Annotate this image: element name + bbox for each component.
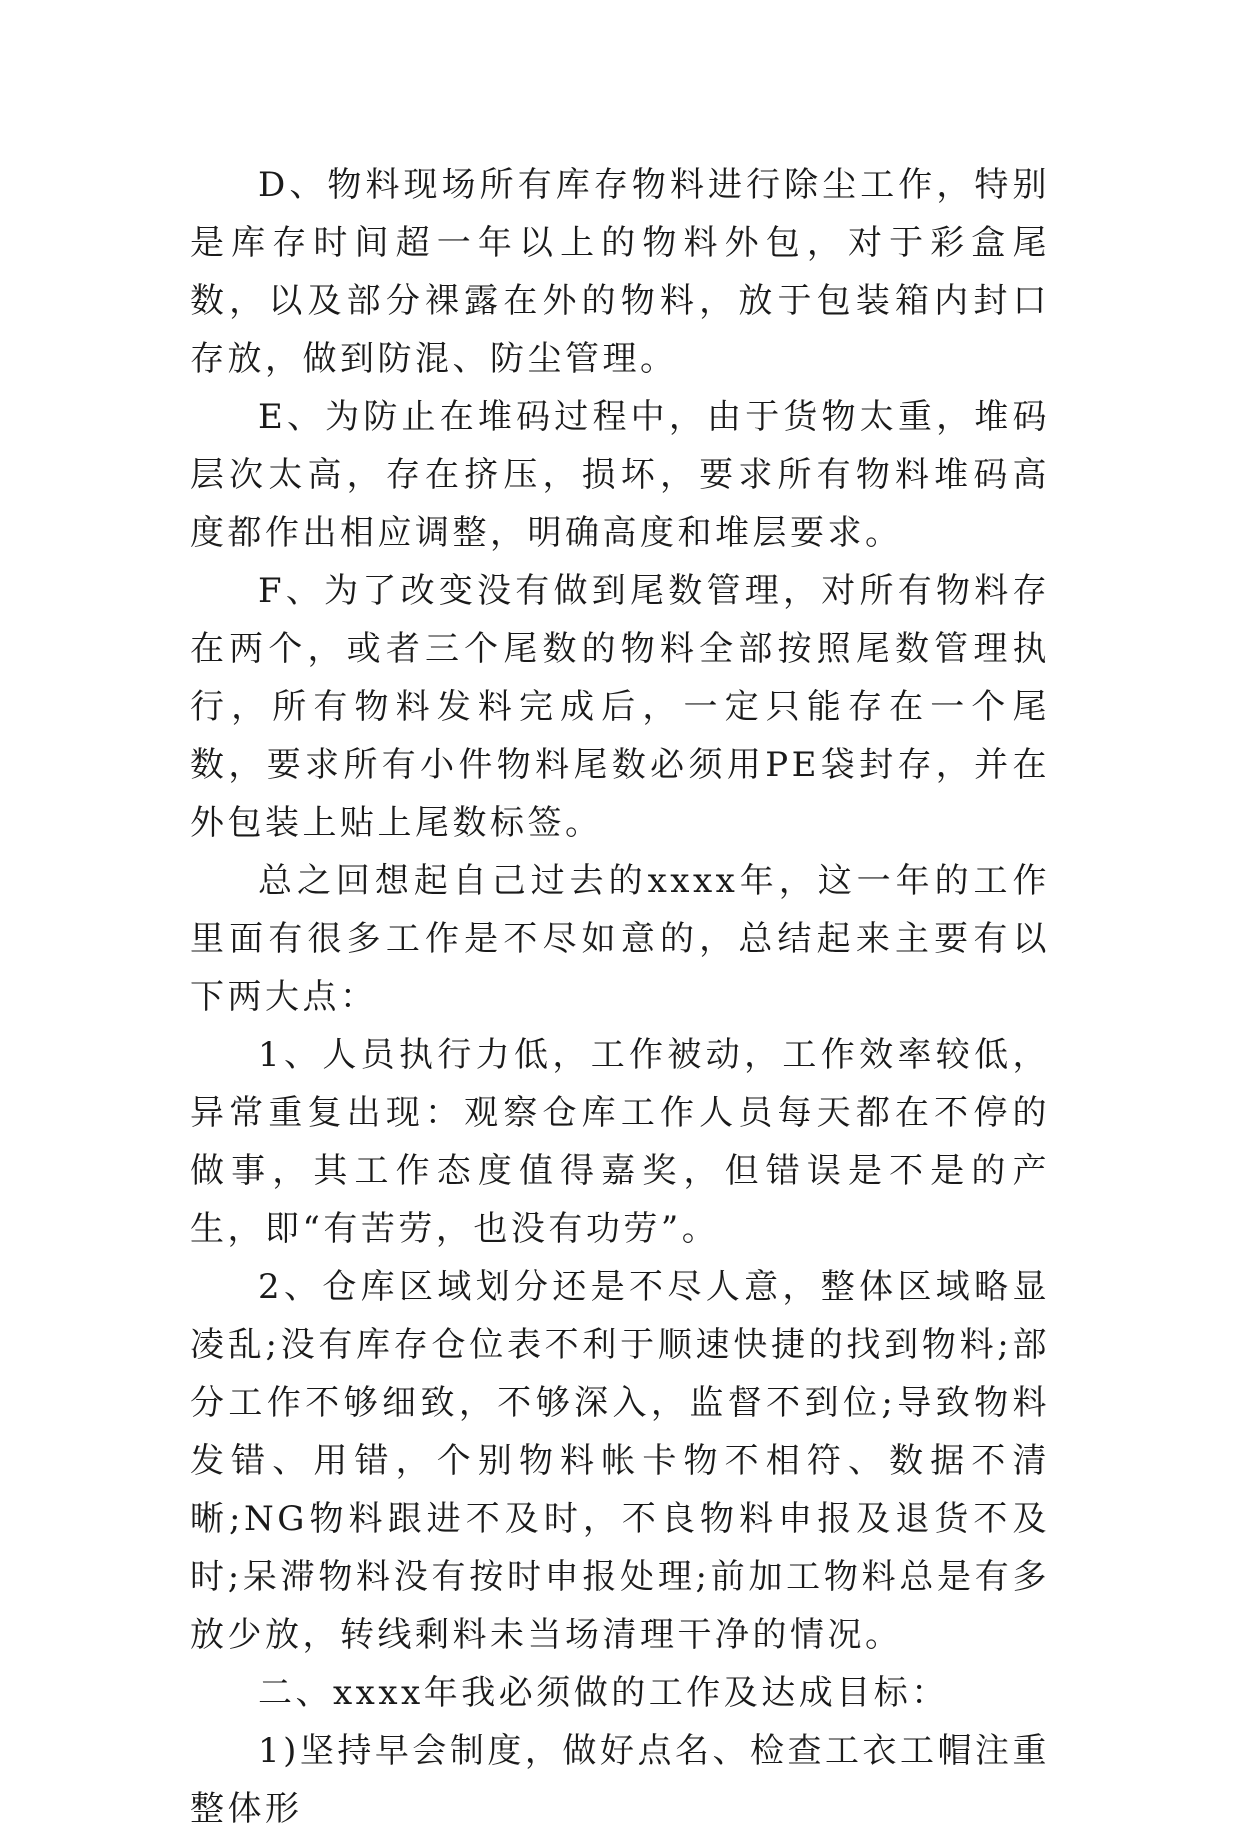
section-heading-goals: 二、xxxx年我必须做的工作及达成目标： xyxy=(258,1673,949,1713)
paragraph-f-remainder-management: F、为了改变没有做到尾数管理，对所有物料存在两个，或者三个尾数的物料全部按照尾数管理执行，所有物料发料完成后，一定只能存在一个尾数，要求所有小件物料尾数必须用PE袋封存，并在外包装上贴上尾数标签。 xyxy=(190,571,1050,843)
paragraph-summary-intro: 总之回想起自己过去的xxxx年，这一年的工作里面有很多工作是不尽如意的，总结起来主要有以下两大点： xyxy=(190,861,1050,1017)
paragraph-goal-1: 1)坚持早会制度，做好点名、检查工衣工帽注重整体形 xyxy=(190,1731,1050,1829)
document-body xyxy=(190,156,1050,1838)
paragraph-point-1: 1、人员执行力低，工作被动，工作效率较低，异常重复出现：观察仓库工作人员每天都在不停的做事，其工作态度值得嘉奖，但错误是不是的产生，即“有苦劳，也没有功劳”。 xyxy=(190,1035,1050,1249)
paragraph-d-dust-removal: D、物料现场所有库存物料进行除尘工作，特别是库存时间超一年以上的物料外包，对于彩盒尾数，以及部分裸露在外的物料，放于包装箱内封口存放，做到防混、防尘管理。 xyxy=(190,165,1050,379)
paragraph-point-2: 2、仓库区域划分还是不尽人意，整体区域略显凌乱;没有库存仓位表不利于顺速快捷的找到物料;部分工作不够细致，不够深入，监督不到位;导致物料发错、用错，个别物料帐卡物不相符、数据不清晰;NG物料跟进不及时，不良物料申报及退货不及时;呆滞物料没有按时申报处理;前加工物料总是有多放少放，转线剩料未当场清理干净的情况。 xyxy=(190,1267,1050,1655)
paragraph-e-stacking-height: E、为防止在堆码过程中，由于货物太重，堆码层次太高，存在挤压，损坏，要求所有物料堆码高度都作出相应调整，明确高度和堆层要求。 xyxy=(190,397,1050,553)
